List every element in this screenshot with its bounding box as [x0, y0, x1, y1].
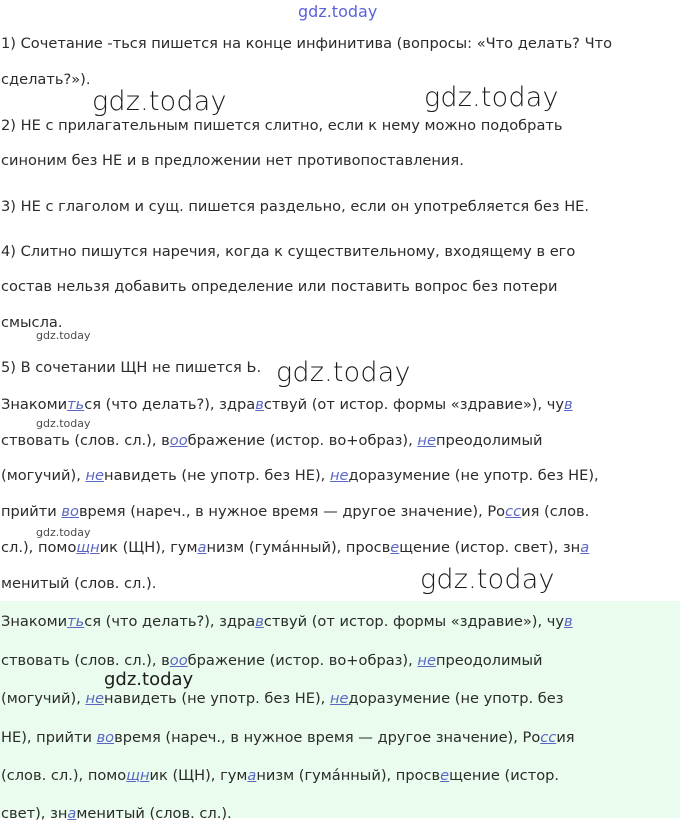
- answer2-line-1: Знакомиться (что делать?), здравствуй (от истор. формы «здравие»), чув: [1, 613, 573, 630]
- watermark: gdz.today: [92, 86, 227, 117]
- watermark: gdz.today: [36, 329, 91, 342]
- watermark: gdz.today: [104, 669, 194, 690]
- rule-3: 3) НЕ с глаголом и сущ. пишется раздельно, если он употребляется без НЕ.: [1, 198, 590, 215]
- answer1-line-5: сл.), помощник (ЩН), гуманизм (гума́нный), просвещение (истор. свет), зна: [1, 539, 590, 556]
- rule-4-line-3: смысла.: [1, 314, 63, 331]
- answer1-line-2: ствовать (слов. сл.), воображение (истор. во+образ), непреодолимый: [1, 432, 543, 449]
- watermark: gdz.today: [276, 357, 411, 388]
- answer2-line-5: (слов. сл.), помощник (ЩН), гуманизм (гума́нный), просвещение (истор.: [1, 767, 560, 784]
- answer1-line-6: менитый (слов. сл.).: [1, 575, 157, 592]
- rule-5: 5) В сочетании ЩН не пишется Ь.: [1, 359, 262, 376]
- watermark: gdz.today: [424, 82, 559, 113]
- answer2-line-6: свет), знаменитый (слов. сл.).: [1, 805, 232, 822]
- rule-1-line-2: сделать?»).: [1, 71, 91, 88]
- answer2-line-4: НЕ), прийти вовремя (нареч., в нужное время — другое значение), Россия: [1, 729, 575, 746]
- watermark: gdz.today: [420, 564, 555, 595]
- answer2-line-2: ствовать (слов. сл.), воображение (истор. во+образ), непреодолимый: [1, 652, 543, 669]
- answer1-line-3: (могучий), ненавидеть (не употр. без НЕ), недоразумение (не употр. без НЕ),: [1, 467, 599, 484]
- answer2-line-3: (могучий), ненавидеть (не употр. без НЕ), недоразумение (не употр. без: [1, 690, 564, 707]
- rule-1-line-1: 1) Сочетание -ться пишется на конце инфинитива (вопросы: «Что делать? Что: [1, 35, 612, 52]
- watermark: gdz.today: [36, 417, 91, 430]
- watermark-top: gdz.today: [298, 2, 378, 21]
- answer1-line-1: Знакомиться (что делать?), здравствуй (от истор. формы «здравие»), чув: [1, 396, 573, 413]
- rule-2-line-2: синоним без НЕ и в предложении нет противопоставления.: [1, 152, 464, 169]
- rule-2-line-1: 2) НЕ с прилагательным пишется слитно, если к нему можно подобрать: [1, 117, 563, 134]
- rule-4-line-1: 4) Слитно пишутся наречия, когда к существительному, входящему в его: [1, 243, 576, 260]
- rule-4-line-2: состав нельзя добавить определение или поставить вопрос без потери: [1, 278, 558, 295]
- answer1-line-4: прийти вовремя (нареч., в нужное время — другое значение), Россия (слов.: [1, 503, 590, 520]
- watermark: gdz.today: [36, 526, 91, 539]
